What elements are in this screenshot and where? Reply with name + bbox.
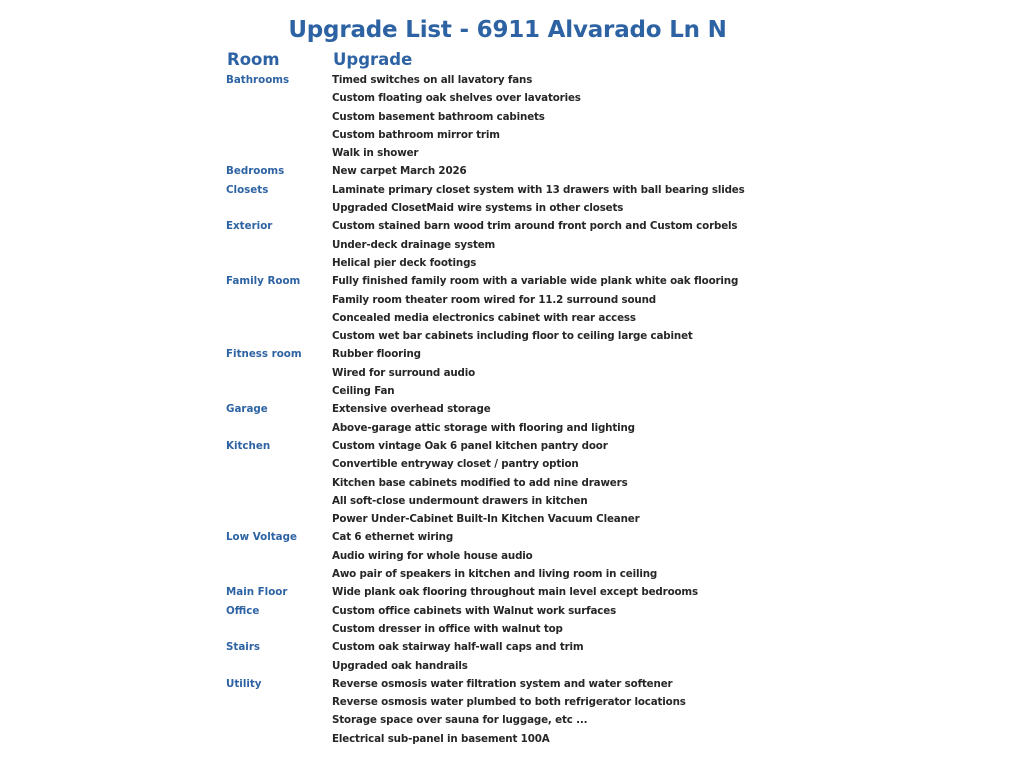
upgrade-cell: Above-garage attic storage with flooring and lighting bbox=[332, 421, 635, 434]
table-row bbox=[0, 73, 1024, 91]
table-row bbox=[0, 677, 1024, 695]
upgrade-cell: Concealed media electronics cabinet with rear access bbox=[332, 311, 636, 324]
upgrade-cell: Upgraded oak handrails bbox=[332, 659, 468, 672]
table-row bbox=[0, 164, 1024, 182]
table-row bbox=[0, 256, 1024, 274]
room-cell: Office bbox=[226, 604, 260, 617]
upgrade-cell: Storage space over sauna for luggage, etc ... bbox=[332, 714, 588, 727]
table-row bbox=[0, 110, 1024, 128]
upgrade-cell: Family room theater room wired for 11.2 surround sound bbox=[332, 293, 657, 306]
table-row bbox=[0, 91, 1024, 109]
upgrade-cell: New carpet March 2026 bbox=[332, 165, 467, 178]
upgrade-cell: Electrical sub-panel in basement 100A bbox=[332, 732, 550, 745]
upgrade-cell: Upgraded ClosetMaid wire systems in other closets bbox=[332, 202, 624, 215]
upgrade-cell: Audio wiring for whole house audio bbox=[332, 549, 533, 562]
upgrade-cell: Custom vintage Oak 6 panel kitchen pantry door bbox=[332, 439, 608, 452]
upgrade-cell: Timed switches on all lavatory fans bbox=[332, 74, 533, 86]
table-row bbox=[0, 421, 1024, 439]
upgrade-table bbox=[0, 73, 1024, 750]
upgrade-cell: Custom floating oak shelves over lavatories bbox=[332, 92, 581, 105]
upgrade-cell: Power Under-Cabinet Built-In Kitchen Vacuum Cleaner bbox=[332, 513, 640, 526]
table-row bbox=[0, 695, 1024, 713]
room-cell: Bathrooms bbox=[226, 74, 290, 86]
table-row bbox=[0, 201, 1024, 219]
upgrade-cell: Under-deck drainage system bbox=[332, 238, 496, 251]
table-row bbox=[0, 219, 1024, 237]
room-cell: Low Voltage bbox=[226, 531, 297, 544]
upgrade-cell: Laminate primary closet system with 13 drawers with ball bearing slides bbox=[332, 183, 745, 196]
room-cell: Stairs bbox=[226, 641, 261, 654]
upgrade-cell: Wired for surround audio bbox=[332, 366, 476, 379]
upgrade-cell: Extensive overhead storage bbox=[332, 403, 491, 416]
room-cell: Closets bbox=[226, 183, 269, 196]
upgrade-cell: Custom dresser in office with walnut top bbox=[332, 622, 563, 635]
table-row bbox=[0, 476, 1024, 494]
table-row bbox=[0, 640, 1024, 658]
table-row bbox=[0, 402, 1024, 420]
table-row bbox=[0, 567, 1024, 585]
table-row bbox=[0, 604, 1024, 622]
room-cell: Main Floor bbox=[226, 586, 288, 599]
table-row bbox=[0, 347, 1024, 365]
table-row bbox=[0, 494, 1024, 512]
upgrade-cell: Helical pier deck footings bbox=[332, 256, 477, 269]
table-row bbox=[0, 713, 1024, 731]
upgrade-cell: Cat 6 ethernet wiring bbox=[332, 531, 454, 544]
room-cell: Kitchen bbox=[226, 439, 271, 452]
upgrade-cell: Fully finished family room with a variable wide plank white oak flooring bbox=[332, 275, 739, 288]
upgrade-cell: Custom oak stairway half-wall caps and trim bbox=[332, 641, 584, 654]
upgrade-cell: All soft-close undermount drawers in kitchen bbox=[332, 494, 588, 507]
upgrade-cell: Custom office cabinets with Walnut work surfaces bbox=[332, 604, 617, 617]
table-row bbox=[0, 622, 1024, 640]
room-cell: Exterior bbox=[226, 220, 273, 233]
upgrade-cell: Wide plank oak flooring throughout main level except bedrooms bbox=[332, 586, 698, 599]
table-row bbox=[0, 146, 1024, 164]
room-cell: Utility bbox=[226, 677, 262, 690]
table-row bbox=[0, 329, 1024, 347]
upgrade-cell: Ceiling Fan bbox=[332, 385, 395, 398]
table-row bbox=[0, 659, 1024, 677]
upgrade-cell: Kitchen base cabinets modified to add nine drawers bbox=[332, 476, 628, 489]
document-title: Upgrade List - 6911 Alvarado Ln N bbox=[288, 17, 727, 43]
room-cell: Family Room bbox=[226, 275, 301, 288]
table-row bbox=[0, 585, 1024, 603]
table-row bbox=[0, 366, 1024, 384]
column-header-upgrade: Upgrade bbox=[333, 50, 413, 69]
column-header-room: Room bbox=[227, 50, 280, 69]
table-row bbox=[0, 293, 1024, 311]
table-row bbox=[0, 238, 1024, 256]
upgrade-cell: Custom bathroom mirror trim bbox=[332, 128, 500, 141]
room-cell: Bedrooms bbox=[226, 165, 285, 178]
table-row bbox=[0, 549, 1024, 567]
room-cell: Fitness room bbox=[226, 348, 302, 361]
table-row bbox=[0, 457, 1024, 475]
upgrade-cell: Rubber flooring bbox=[332, 348, 421, 361]
table-row bbox=[0, 183, 1024, 201]
upgrade-cell: Reverse osmosis water plumbed to both refrigerator locations bbox=[332, 696, 686, 709]
upgrade-cell: Convertible entryway closet / pantry option bbox=[332, 458, 579, 471]
table-row bbox=[0, 732, 1024, 750]
upgrade-cell: Custom stained barn wood trim around front porch and Custom corbels bbox=[332, 220, 738, 233]
table-row bbox=[0, 311, 1024, 329]
upgrade-cell: Custom basement bathroom cabinets bbox=[332, 110, 545, 123]
room-cell: Garage bbox=[226, 403, 268, 416]
table-row bbox=[0, 439, 1024, 457]
upgrade-cell: Custom wet bar cabinets including floor to ceiling large cabinet bbox=[332, 330, 693, 343]
table-row bbox=[0, 384, 1024, 402]
upgrade-cell: Reverse osmosis water filtration system and water softener bbox=[332, 677, 673, 690]
table-row bbox=[0, 274, 1024, 292]
upgrade-cell: Awo pair of speakers in kitchen and living room in ceiling bbox=[332, 568, 658, 581]
upgrade-cell: Walk in shower bbox=[332, 147, 419, 160]
table-row bbox=[0, 128, 1024, 146]
table-row bbox=[0, 530, 1024, 548]
table-row bbox=[0, 512, 1024, 530]
